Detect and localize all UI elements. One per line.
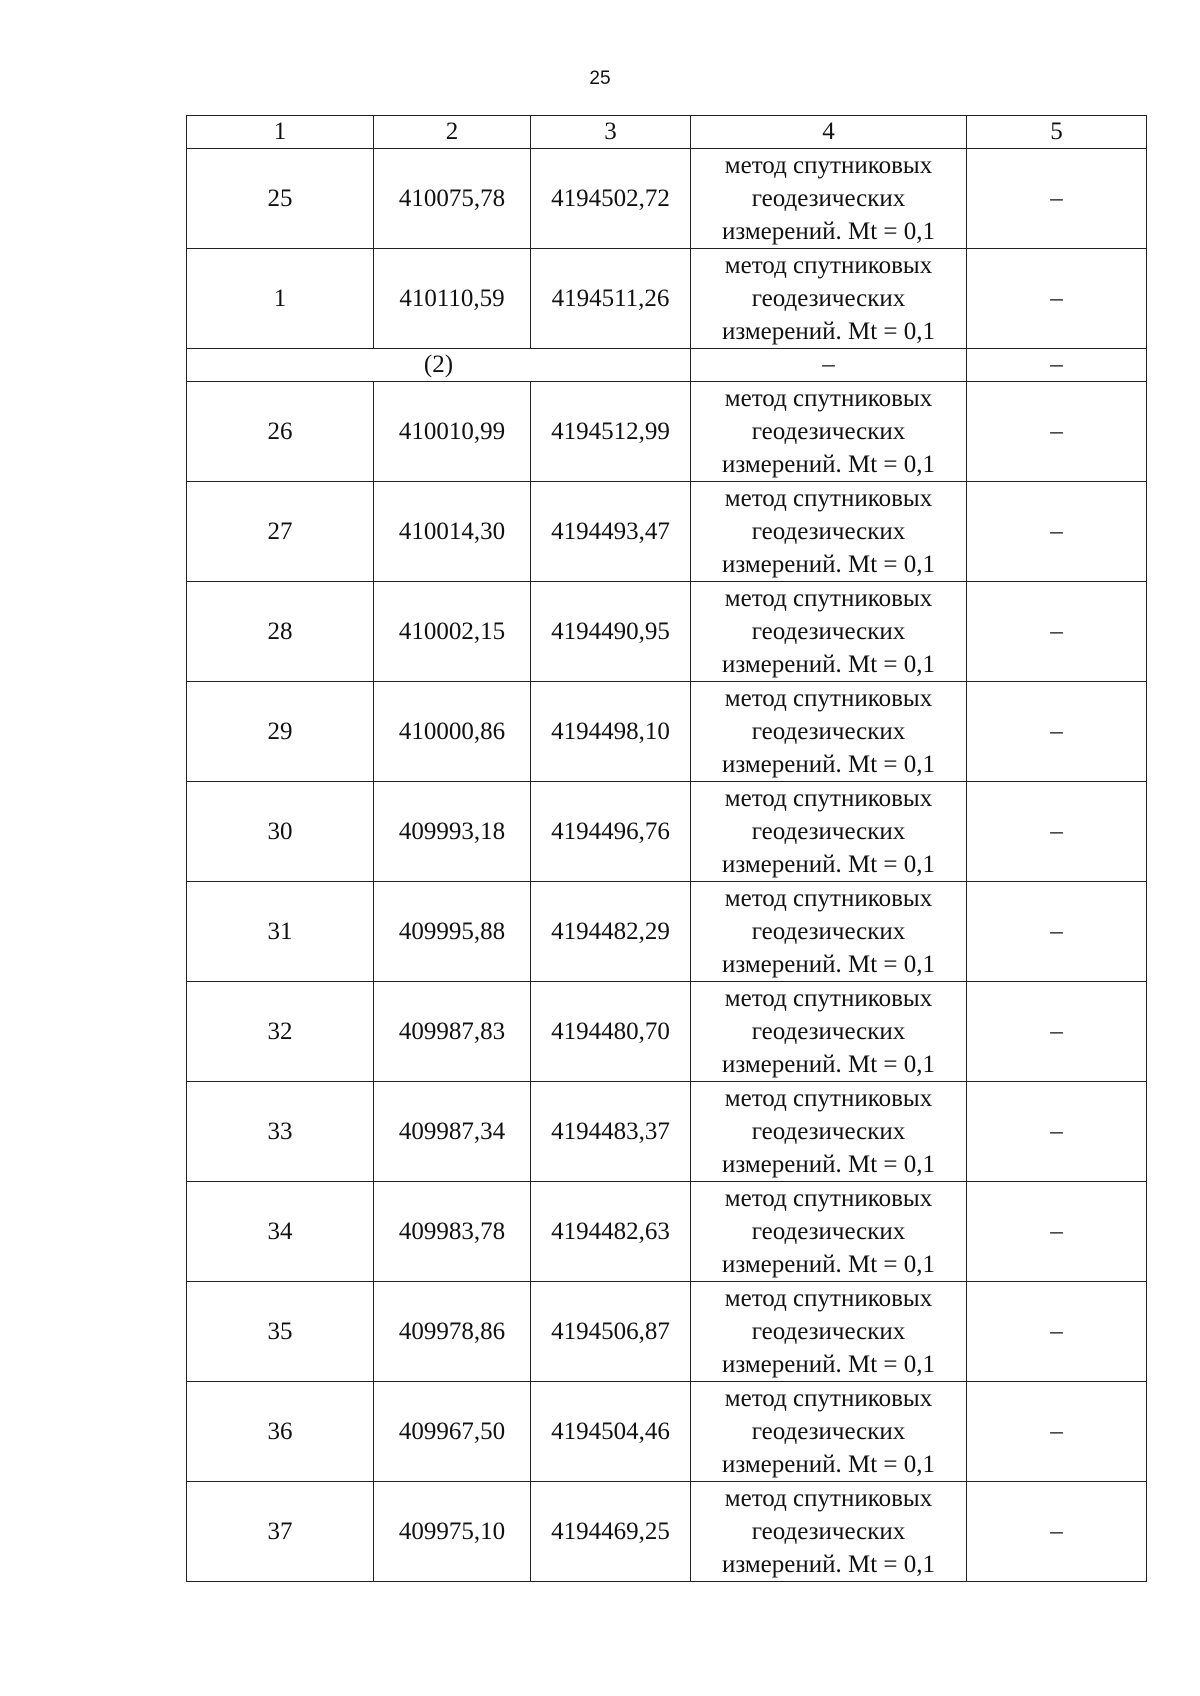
table-row: [187, 482, 1147, 582]
header-cell: 3: [531, 116, 691, 149]
method-line: измерений. Mt = 0,1: [721, 551, 936, 578]
coord-y: 4194511,26: [531, 249, 691, 349]
method-cell: [691, 149, 967, 249]
coord-y: 4194493,47: [531, 482, 691, 582]
table-row: [187, 782, 1147, 882]
point-number: 37: [187, 1482, 374, 1582]
table-row: [187, 682, 1147, 782]
method-line: геодезических: [751, 418, 906, 445]
point-number: 34: [187, 1182, 374, 1282]
coord-x: 409975,10: [374, 1482, 531, 1582]
method-line: геодезических: [751, 1318, 906, 1345]
method-line: измерений. Mt = 0,1: [721, 751, 936, 778]
point-number: 26: [187, 382, 374, 482]
note-cell: –: [967, 982, 1147, 1082]
coord-y: 4194490,95: [531, 582, 691, 682]
method-cell: [691, 1182, 967, 1282]
method-line: метод спутниковых: [724, 252, 933, 279]
coord-x: 409983,78: [374, 1182, 531, 1282]
point-number: 27: [187, 482, 374, 582]
note-cell: –: [967, 682, 1147, 782]
method-line: метод спутниковых: [724, 1285, 933, 1312]
method-line: геодезических: [751, 285, 906, 312]
method-line: метод спутниковых: [724, 1085, 933, 1112]
page-number: 25: [589, 68, 611, 89]
header-cell: 4: [691, 116, 967, 149]
method-line: геодезических: [751, 718, 906, 745]
point-number: 31: [187, 882, 374, 982]
method-line: метод спутниковых: [724, 385, 933, 412]
note-cell: –: [967, 782, 1147, 882]
note-cell: –: [967, 1082, 1147, 1182]
coord-x: 409995,88: [374, 882, 531, 982]
method-line: метод спутниковых: [724, 685, 933, 712]
method-line: геодезических: [751, 1518, 906, 1545]
method-line: геодезических: [751, 518, 906, 545]
note-cell: –: [967, 1382, 1147, 1482]
coord-x: 410010,99: [374, 382, 531, 482]
coordinates-table: [186, 115, 1147, 1582]
table-row: [187, 1182, 1147, 1282]
method-cell: [691, 482, 967, 582]
method-cell: [691, 782, 967, 882]
coord-y: 4194496,76: [531, 782, 691, 882]
coord-y: 4194480,70: [531, 982, 691, 1082]
method-line: измерений. Mt = 0,1: [721, 951, 936, 978]
method-cell: [691, 1282, 967, 1382]
method-line: метод спутниковых: [724, 1385, 933, 1412]
point-number: 36: [187, 1382, 374, 1482]
note-cell: –: [967, 149, 1147, 249]
coord-y: 4194482,29: [531, 882, 691, 982]
coord-x: 409978,86: [374, 1282, 531, 1382]
method-line: измерений. Mt = 0,1: [721, 218, 936, 245]
method-line: измерений. Mt = 0,1: [721, 651, 936, 678]
coord-y: 4194504,46: [531, 1382, 691, 1482]
method-line: метод спутниковых: [724, 985, 933, 1012]
table-row: [187, 1382, 1147, 1482]
method-line: геодезических: [751, 1118, 906, 1145]
point-number: 29: [187, 682, 374, 782]
method-line: измерений. Mt = 0,1: [721, 1451, 936, 1478]
method-line: измерений. Mt = 0,1: [721, 318, 936, 345]
method-line: метод спутниковых: [724, 152, 933, 179]
method-line: метод спутниковых: [724, 485, 933, 512]
method-line: измерений. Mt = 0,1: [721, 851, 936, 878]
method-cell: [691, 582, 967, 682]
method-line: измерений. Mt = 0,1: [721, 1551, 936, 1578]
table-row: [187, 1082, 1147, 1182]
coord-x: 410075,78: [374, 149, 531, 249]
note-cell: –: [967, 382, 1147, 482]
method-cell: [691, 882, 967, 982]
coord-x: 410000,86: [374, 682, 531, 782]
coord-x: 410002,15: [374, 582, 531, 682]
coord-x: 409987,83: [374, 982, 531, 1082]
coord-y: 4194502,72: [531, 149, 691, 249]
coord-y: 4194512,99: [531, 382, 691, 482]
method-line: геодезических: [751, 1018, 906, 1045]
method-line: геодезических: [751, 185, 906, 212]
point-number: 33: [187, 1082, 374, 1182]
table-row: [187, 982, 1147, 1082]
point-number: 30: [187, 782, 374, 882]
contour-label: (2): [187, 349, 691, 382]
coord-y: 4194506,87: [531, 1282, 691, 1382]
table-row: [187, 382, 1147, 482]
point-number: 32: [187, 982, 374, 1082]
table-row: [187, 149, 1147, 249]
contour-separator-row: [187, 349, 1147, 382]
method-line: геодезических: [751, 1418, 906, 1445]
method-line: метод спутниковых: [724, 585, 933, 612]
method-cell: [691, 1482, 967, 1582]
table-row: [187, 249, 1147, 349]
method-line: геодезических: [751, 1218, 906, 1245]
coord-x: 409993,18: [374, 782, 531, 882]
header-row: [187, 116, 1147, 149]
coord-x: 409967,50: [374, 1382, 531, 1482]
method-line: измерений. Mt = 0,1: [721, 1151, 936, 1178]
method-cell: [691, 382, 967, 482]
method-line: геодезических: [751, 818, 906, 845]
method-cell: [691, 1082, 967, 1182]
note-cell: –: [967, 882, 1147, 982]
method-line: измерений. Mt = 0,1: [721, 1051, 936, 1078]
point-number: 28: [187, 582, 374, 682]
coord-y: 4194482,63: [531, 1182, 691, 1282]
method-line: метод спутниковых: [724, 785, 933, 812]
table-row: [187, 1282, 1147, 1382]
table-body: [187, 149, 1147, 1582]
method-line: измерений. Mt = 0,1: [721, 1351, 936, 1378]
coord-x: 409987,34: [374, 1082, 531, 1182]
method-line: геодезических: [751, 618, 906, 645]
coord-y: 4194483,37: [531, 1082, 691, 1182]
coord-x: 410110,59: [374, 249, 531, 349]
point-number: 35: [187, 1282, 374, 1382]
header-cell: 5: [967, 116, 1147, 149]
method-line: метод спутниковых: [724, 885, 933, 912]
method-line: метод спутниковых: [724, 1485, 933, 1512]
header-cell: 2: [374, 116, 531, 149]
method-cell: [691, 1382, 967, 1482]
method-line: геодезических: [751, 918, 906, 945]
note-cell: –: [967, 482, 1147, 582]
point-number: 25: [187, 149, 374, 249]
method-line: метод спутниковых: [724, 1185, 933, 1212]
method-cell: [691, 249, 967, 349]
header-cell: 1: [187, 116, 374, 149]
point-number: 1: [187, 249, 374, 349]
note-cell: –: [967, 1182, 1147, 1282]
coord-y: 4194469,25: [531, 1482, 691, 1582]
coord-y: 4194498,10: [531, 682, 691, 782]
method-cell: –: [691, 349, 967, 382]
note-cell: –: [967, 1282, 1147, 1382]
table-row: [187, 1482, 1147, 1582]
method-cell: [691, 982, 967, 1082]
method-line: измерений. Mt = 0,1: [721, 1251, 936, 1278]
coord-x: 410014,30: [374, 482, 531, 582]
method-cell: [691, 682, 967, 782]
note-cell: –: [967, 249, 1147, 349]
table-row: [187, 882, 1147, 982]
note-cell: –: [967, 1482, 1147, 1582]
note-cell: –: [967, 349, 1147, 382]
note-cell: –: [967, 582, 1147, 682]
method-line: измерений. Mt = 0,1: [721, 451, 936, 478]
table-row: [187, 582, 1147, 682]
